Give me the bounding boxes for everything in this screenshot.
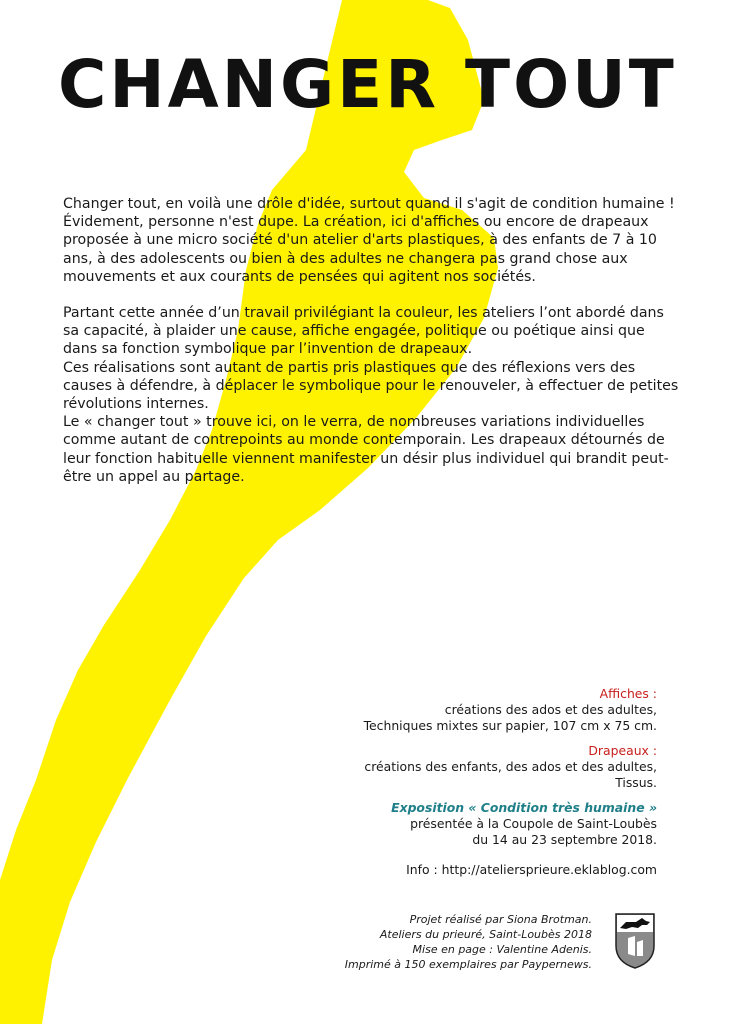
fox-shield-logo-icon	[614, 912, 656, 970]
paragraph-3: Ces réalisations sont autant de partis pris plastiques que des réflexions vers des causes à défendre, à déplacer le symbolique pour le renouveler, à effectuer de petites révolutions internes.	[63, 359, 679, 413]
credits-line-2: Ateliers du prieuré, Saint-Loubès 2018	[379, 928, 592, 941]
affiches-label: Affiches :	[599, 686, 657, 701]
expo-title: Exposition « Condition très humaine »	[391, 800, 657, 815]
info-url[interactable]: Info : http://ateliersprieure.eklablog.com	[406, 862, 657, 877]
drapeaux-line-2: Tissus.	[615, 775, 657, 790]
credits-line-4: Imprimé à 150 exemplaires par Paypernews.	[344, 958, 592, 971]
credits-line-3: Mise en page : Valentine Adenis.	[412, 943, 592, 956]
drapeaux-block	[237, 743, 657, 791]
intro-text	[63, 195, 683, 486]
page-title: CHANGER TOUT	[58, 46, 677, 123]
drapeaux-label: Drapeaux :	[588, 743, 657, 758]
paragraph-2: Partant cette année d’un travail privilégiant la couleur, les ateliers l’ont abordé dans sa capacité, à plaider une cause, affiche engagée, politique ou poétique ainsi que dans sa fonction symbolique par l’invention de drapeaux.	[63, 305, 664, 358]
credits-line-1: Projet réalisé par Siona Brotman.	[409, 913, 592, 926]
drapeaux-line-1: créations des enfants, des ados et des adultes,	[364, 759, 657, 774]
credits	[192, 912, 592, 972]
paragraph-4: Le « changer tout » trouve ici, on le verra, de nombreuses variations individuelles comme autant de contrepoints au monde contemporain. Les drapeaux détournés de leur fonction habituelle viennent manifester un désir plus individuel qui brandit peut-être un appel au partage.	[63, 414, 669, 485]
expo-line-1: présentée à la Coupole de Saint-Loubès	[410, 816, 657, 831]
exhibition-info	[237, 686, 657, 878]
paragraph-1: Changer tout, en voilà une drôle d'idée, surtout quand il s'agit de condition humaine ! Évidement, personne n'est dupe. La création, ici d'affiches ou encore de drapeaux proposée à une micro société d'un atelier d'arts plastiques, à des enfants de 7 à 10 ans, à des adolescents ou bien à des adultes ne changera pas grand chose aux mouvements et aux courants de pensées qui agitent nos sociétés.	[63, 196, 675, 285]
affiches-block	[237, 686, 657, 734]
expo-line-2: du 14 au 23 septembre 2018.	[472, 832, 657, 847]
affiches-line-2: Techniques mixtes sur papier, 107 cm x 75 cm.	[363, 718, 657, 733]
expo-block	[237, 800, 657, 848]
affiches-line-1: créations des ados et des adultes,	[444, 702, 657, 717]
